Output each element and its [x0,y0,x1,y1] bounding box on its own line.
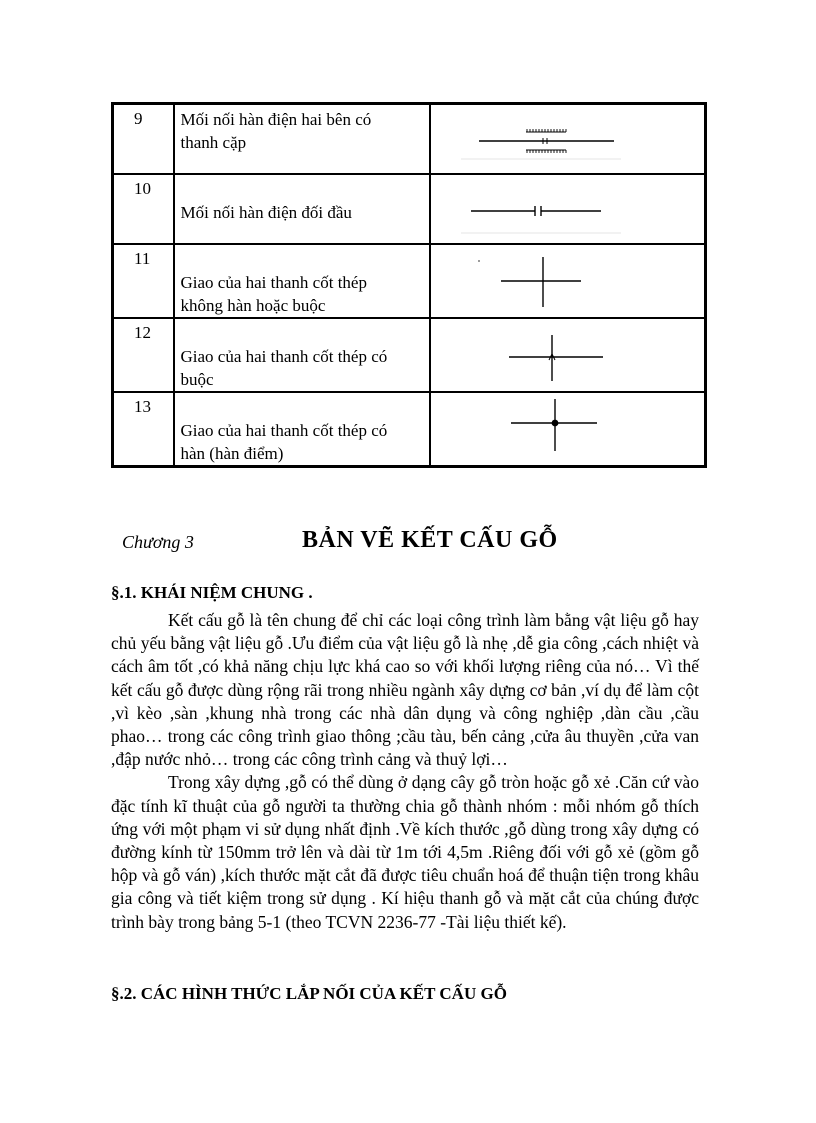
chapter-label: Chương 3 [122,532,194,552]
paragraph: Trong xây dựng ,gỗ có thể dùng ở dạng cây gỗ tròn hoặc gỗ xẻ .Căn cứ vào đặc tính kĩ thuật của gỗ người ta thường chia gỗ thành nhóm : mỗi nhóm gỗ thích ứng với một phạm vi sử dụng nhất định .Về kích thước ,gỗ dùng trong xây dựng có đường kính từ 150mm trở lên và dài từ 1m tới 4,5m .Riêng đối với gỗ xẻ (gồm gỗ hộp và gỗ ván) ,kích thước mặt cắt đã được tiêu chuẩn hoá để thuận tiện trong khâu gia công và tiết kiệm trong sử dụng . Kí hiệu thanh gỗ và mặt cắt của chúng được trình bày trong bảng 5-1 (theo TCVN 2236-77 -Tài liệu thiết kế). [111,772,699,932]
symbol-cell [430,174,706,244]
row-number: 13 [113,392,174,467]
description-line: hàn (hàn điểm) [180,444,284,463]
description-line: Giao của hai thanh cốt thép [180,273,367,292]
table-row [113,244,706,318]
row-description [174,318,430,392]
symbol-cell [430,244,706,318]
description-line: Giao của hai thanh cốt thép có [180,347,388,366]
description-line: thanh cặp [180,133,247,152]
section-heading: §.1. KHÁI NIỆM CHUNG . [111,583,313,602]
weld-both-sides-with-plates-symbol [431,105,704,173]
row-description [174,104,430,175]
row-description [174,392,430,467]
symbol-cell [430,104,706,175]
row-number: 11 [113,244,174,318]
cross-not-welded-symbol [431,245,704,313]
section-heading: §.2. CÁC HÌNH THỨC LẮP NỐI CỦA KẾT CẤU GỖ [111,984,507,1003]
row-number: 9 [113,104,174,175]
paragraph: Kết cấu gỗ là tên chung để chỉ các loại công trình làm bằng vật liệu gỗ hay chủ yếu bằng vật liệu gỗ .Ưu điểm của vật liệu gỗ là nhẹ ,dễ gia công ,cách nhiệt và cách âm tốt ,có khả năng chịu lực khá cao so với khối lượng riêng của nó… Vì thế kết cấu gỗ được dùng rộng rãi trong nhiều ngành xây dựng cơ bản ,ví dụ để làm cột ,vì kèo ,sàn ,khung nhà trong các nhà dân dụng và công nghiệp ,dàn cầu ,cầu phao… trong các công trình giao thông ;cầu tàu, bến cảng ,cửa âu thuyền ,cửa van ,đập nước nhỏ… trong các công trình cảng và thuỷ lợi… [111,610,699,770]
table-row [113,318,706,392]
section-body [111,609,699,934]
table-row [113,104,706,175]
row-number: 12 [113,318,174,392]
symbol-cell [430,392,706,467]
row-number: 10 [113,174,174,244]
row-description [174,244,430,318]
table-row [113,392,706,467]
table-row [113,174,706,244]
cross-spot-welded-symbol [431,393,704,461]
description-line: Mối nối hàn điện đối đầu [180,203,352,222]
description-line: không hàn hoặc buộc [180,296,326,315]
symbol-cell [430,318,706,392]
cross-tied-symbol [431,319,704,387]
butt-weld-symbol [431,175,704,243]
description-line: Mối nối hàn điện hai bên có [180,110,372,129]
chapter-title: BẢN VẼ KẾT CẤU GỖ [302,527,558,553]
row-description [174,174,430,244]
description-line: buộc [180,370,214,389]
description-line: Giao của hai thanh cốt thép có [180,421,388,440]
reinforcement-symbol-table [111,102,707,468]
